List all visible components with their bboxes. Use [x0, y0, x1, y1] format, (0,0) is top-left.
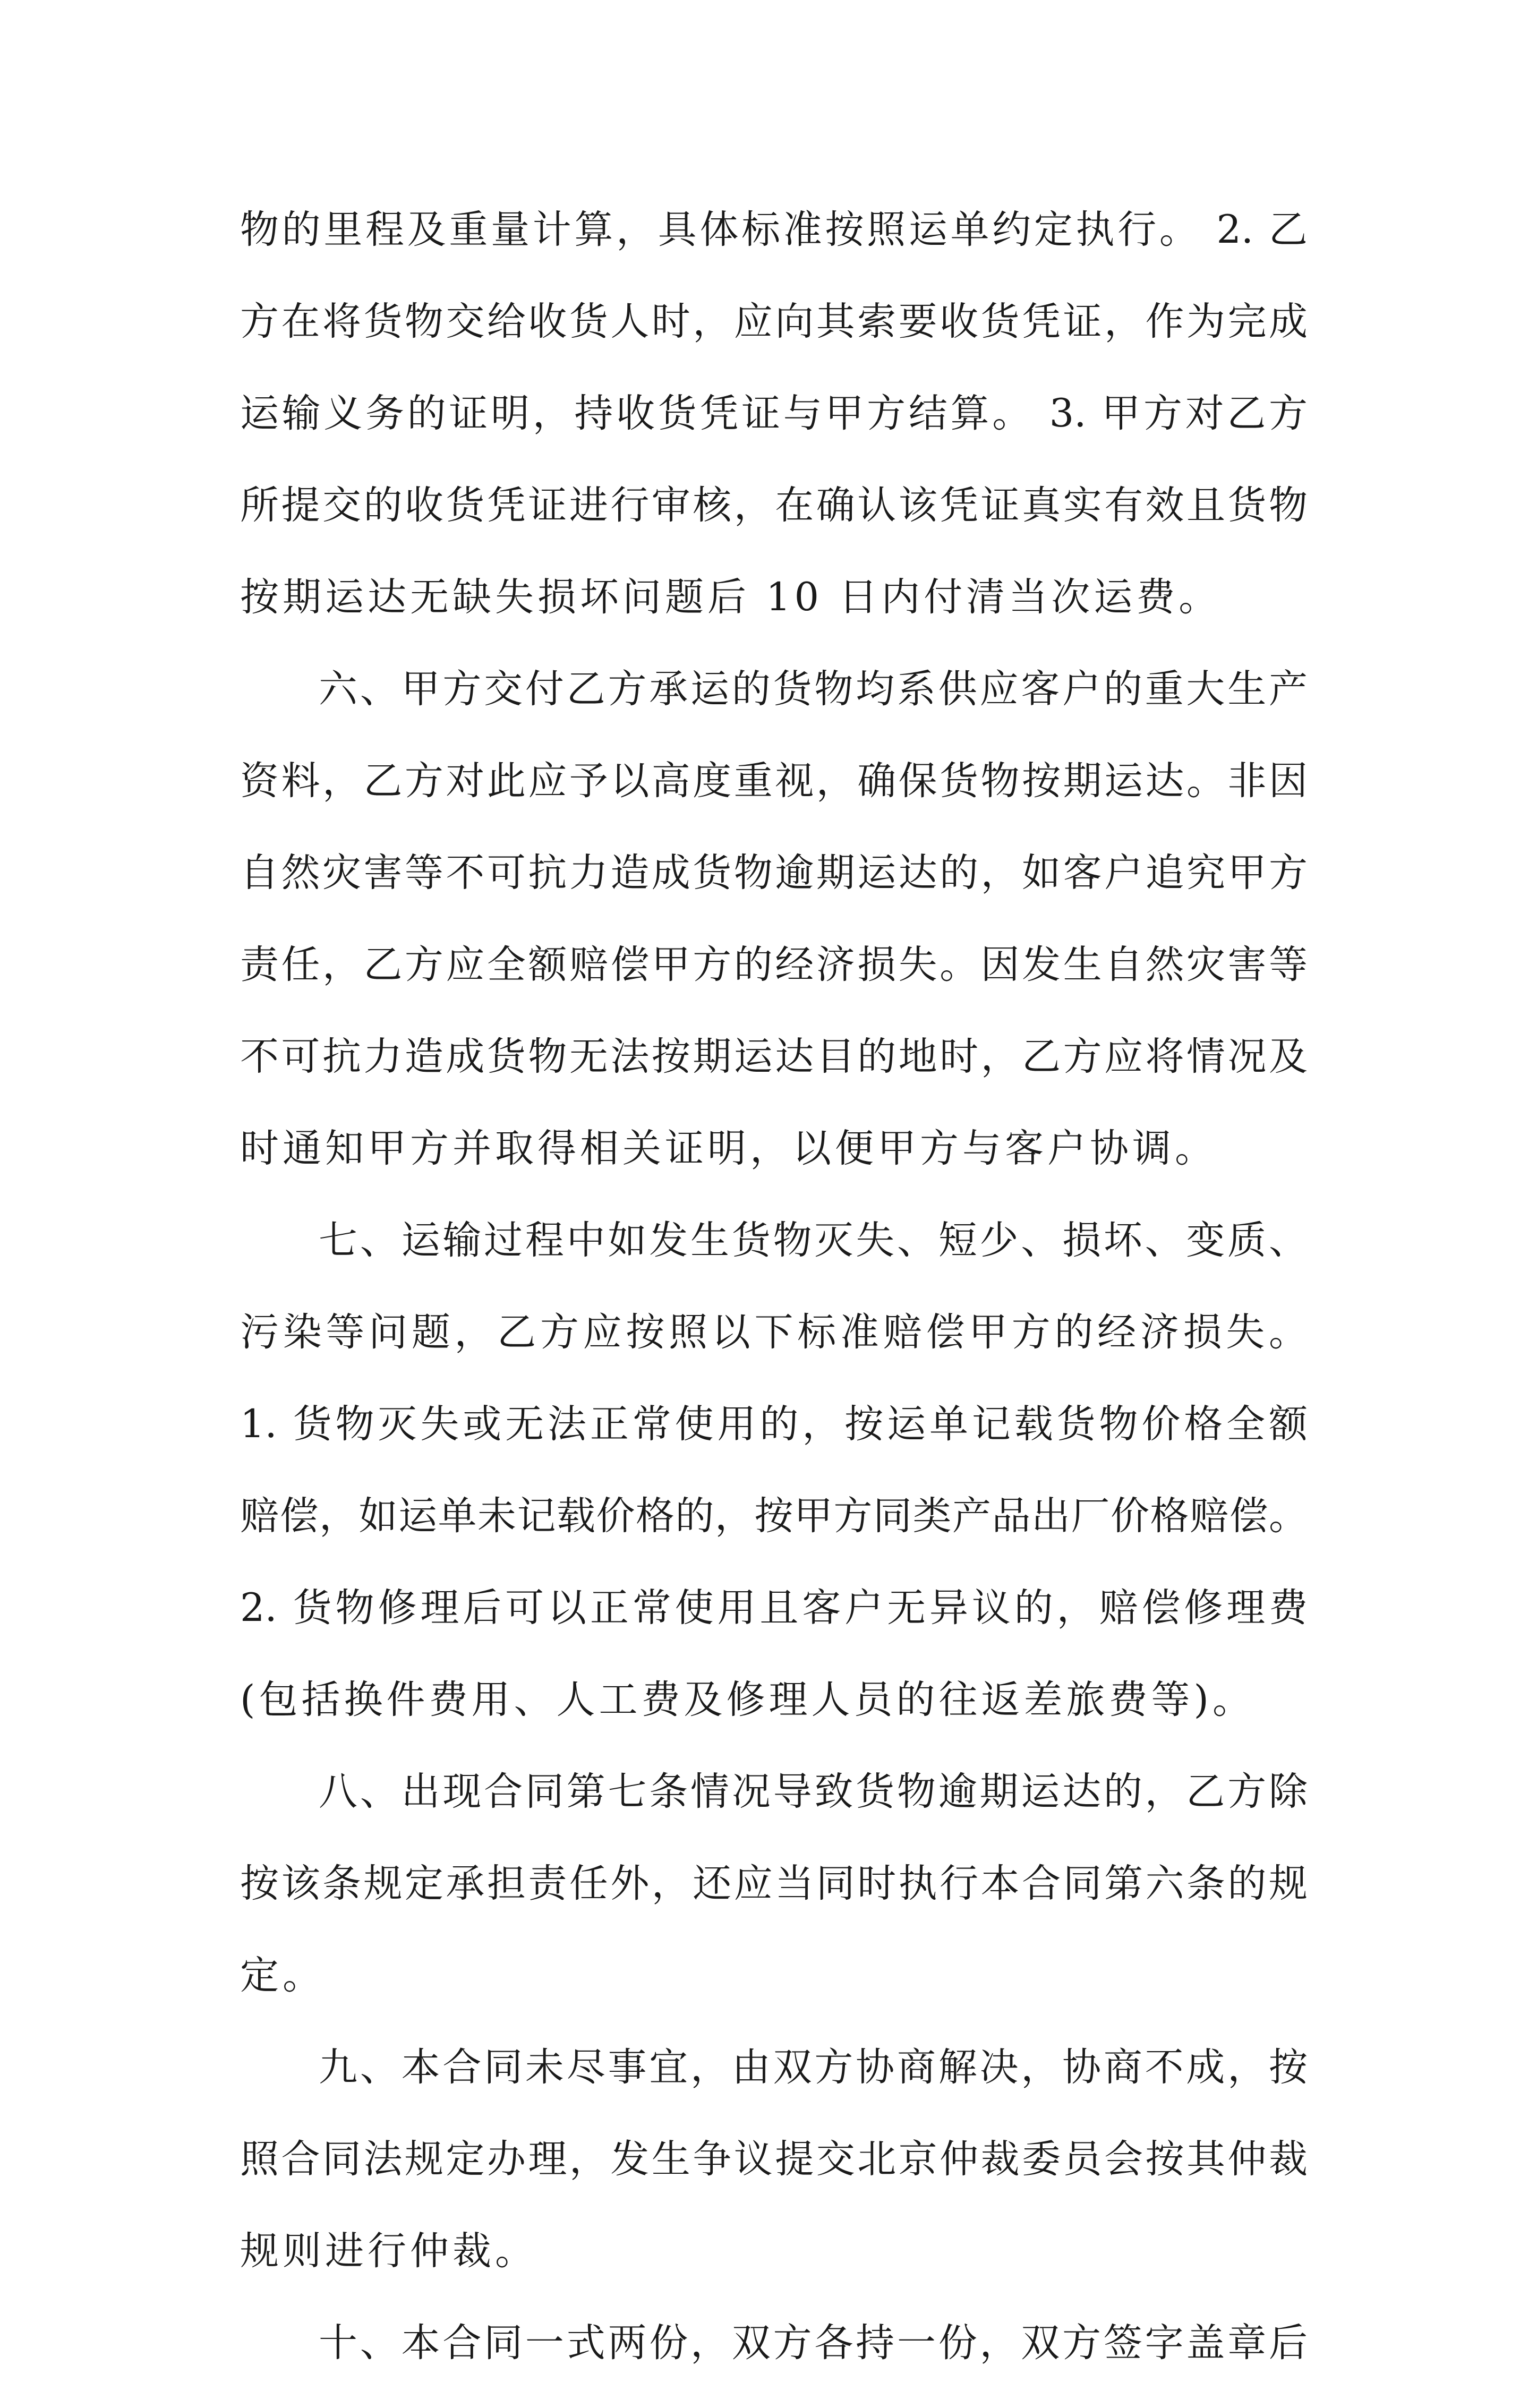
- text-line: 方在将货物交给收货人时，应向其索要收货凭证，作为完成: [240, 299, 1308, 344]
- text-line: 资料，乙方对此应予以高度重视，确保货物按期运达。非因: [240, 758, 1308, 804]
- text-line: 规则进行仲裁。: [240, 2228, 537, 2274]
- text-line: 运输义务的证明，持收货凭证与甲方结算。 3. 甲方对乙方: [240, 391, 1308, 436]
- text-line: 物的里程及重量计算，具体标准按照运单约定执行。 2. 乙: [240, 207, 1308, 252]
- text-line: (包括换件费用、人工费及修理人员的往返差旅费等)。: [240, 1677, 1255, 1722]
- text-line: 定。: [240, 1953, 325, 1998]
- paragraph-start-article-6: 六、甲方交付乙方承运的货物均系供应客户的重大生产: [319, 667, 1308, 712]
- text-line: 所提交的收货凭证进行审核，在确认该凭证真实有效且货物: [240, 483, 1308, 528]
- text-line: 污染等问题，乙方应按照以下标准赔偿甲方的经济损失。: [240, 1310, 1308, 1355]
- contract-body: [240, 203, 1308, 2408]
- text-line: 时通知甲方并取得相关证明，以便甲方与客户协调。: [240, 1126, 1217, 1171]
- text-line: 1. 货物灭失或无法正常使用的，按运单记载货物价格全额: [240, 1402, 1308, 1447]
- paragraph-start-article-9: 九、本合同未尽事宜，由双方协商解决，协商不成，按: [319, 2045, 1308, 2090]
- text-line: 按该条规定承担责任外，还应当同时执行本合同第六条的规: [240, 1861, 1308, 1906]
- paragraph-start-article-10: 十、本合同一式两份，双方各持一份，双方签字盖章后: [319, 2320, 1308, 2366]
- text-line: 照合同法规定办理，发生争议提交北京仲裁委员会按其仲裁: [240, 2137, 1308, 2182]
- text-line: 按期运达无缺失损坏问题后 10 日内付清当次运费。: [240, 575, 1222, 620]
- text-line: 不可抗力造成货物无法按期运达目的地时，乙方应将情况及: [240, 1034, 1308, 1079]
- paragraph-start-article-7: 七、运输过程中如发生货物灭失、短少、损坏、变质、: [319, 1218, 1308, 1263]
- text-line: 责任，乙方应全额赔偿甲方的经济损失。因发生自然灾害等: [240, 942, 1308, 987]
- text-line: 2. 货物修理后可以正常使用且客户无异议的，赔偿修理费: [240, 1585, 1308, 1630]
- text-line: 赔偿，如运单未记载价格的，按甲方同类产品出厂价格赔偿。: [240, 1493, 1308, 1539]
- text-line: 自然灾害等不可抗力造成货物逾期运达的，如客户追究甲方: [240, 850, 1308, 895]
- paragraph-start-article-8: 八、出现合同第七条情况导致货物逾期运达的，乙方除: [319, 1769, 1308, 1814]
